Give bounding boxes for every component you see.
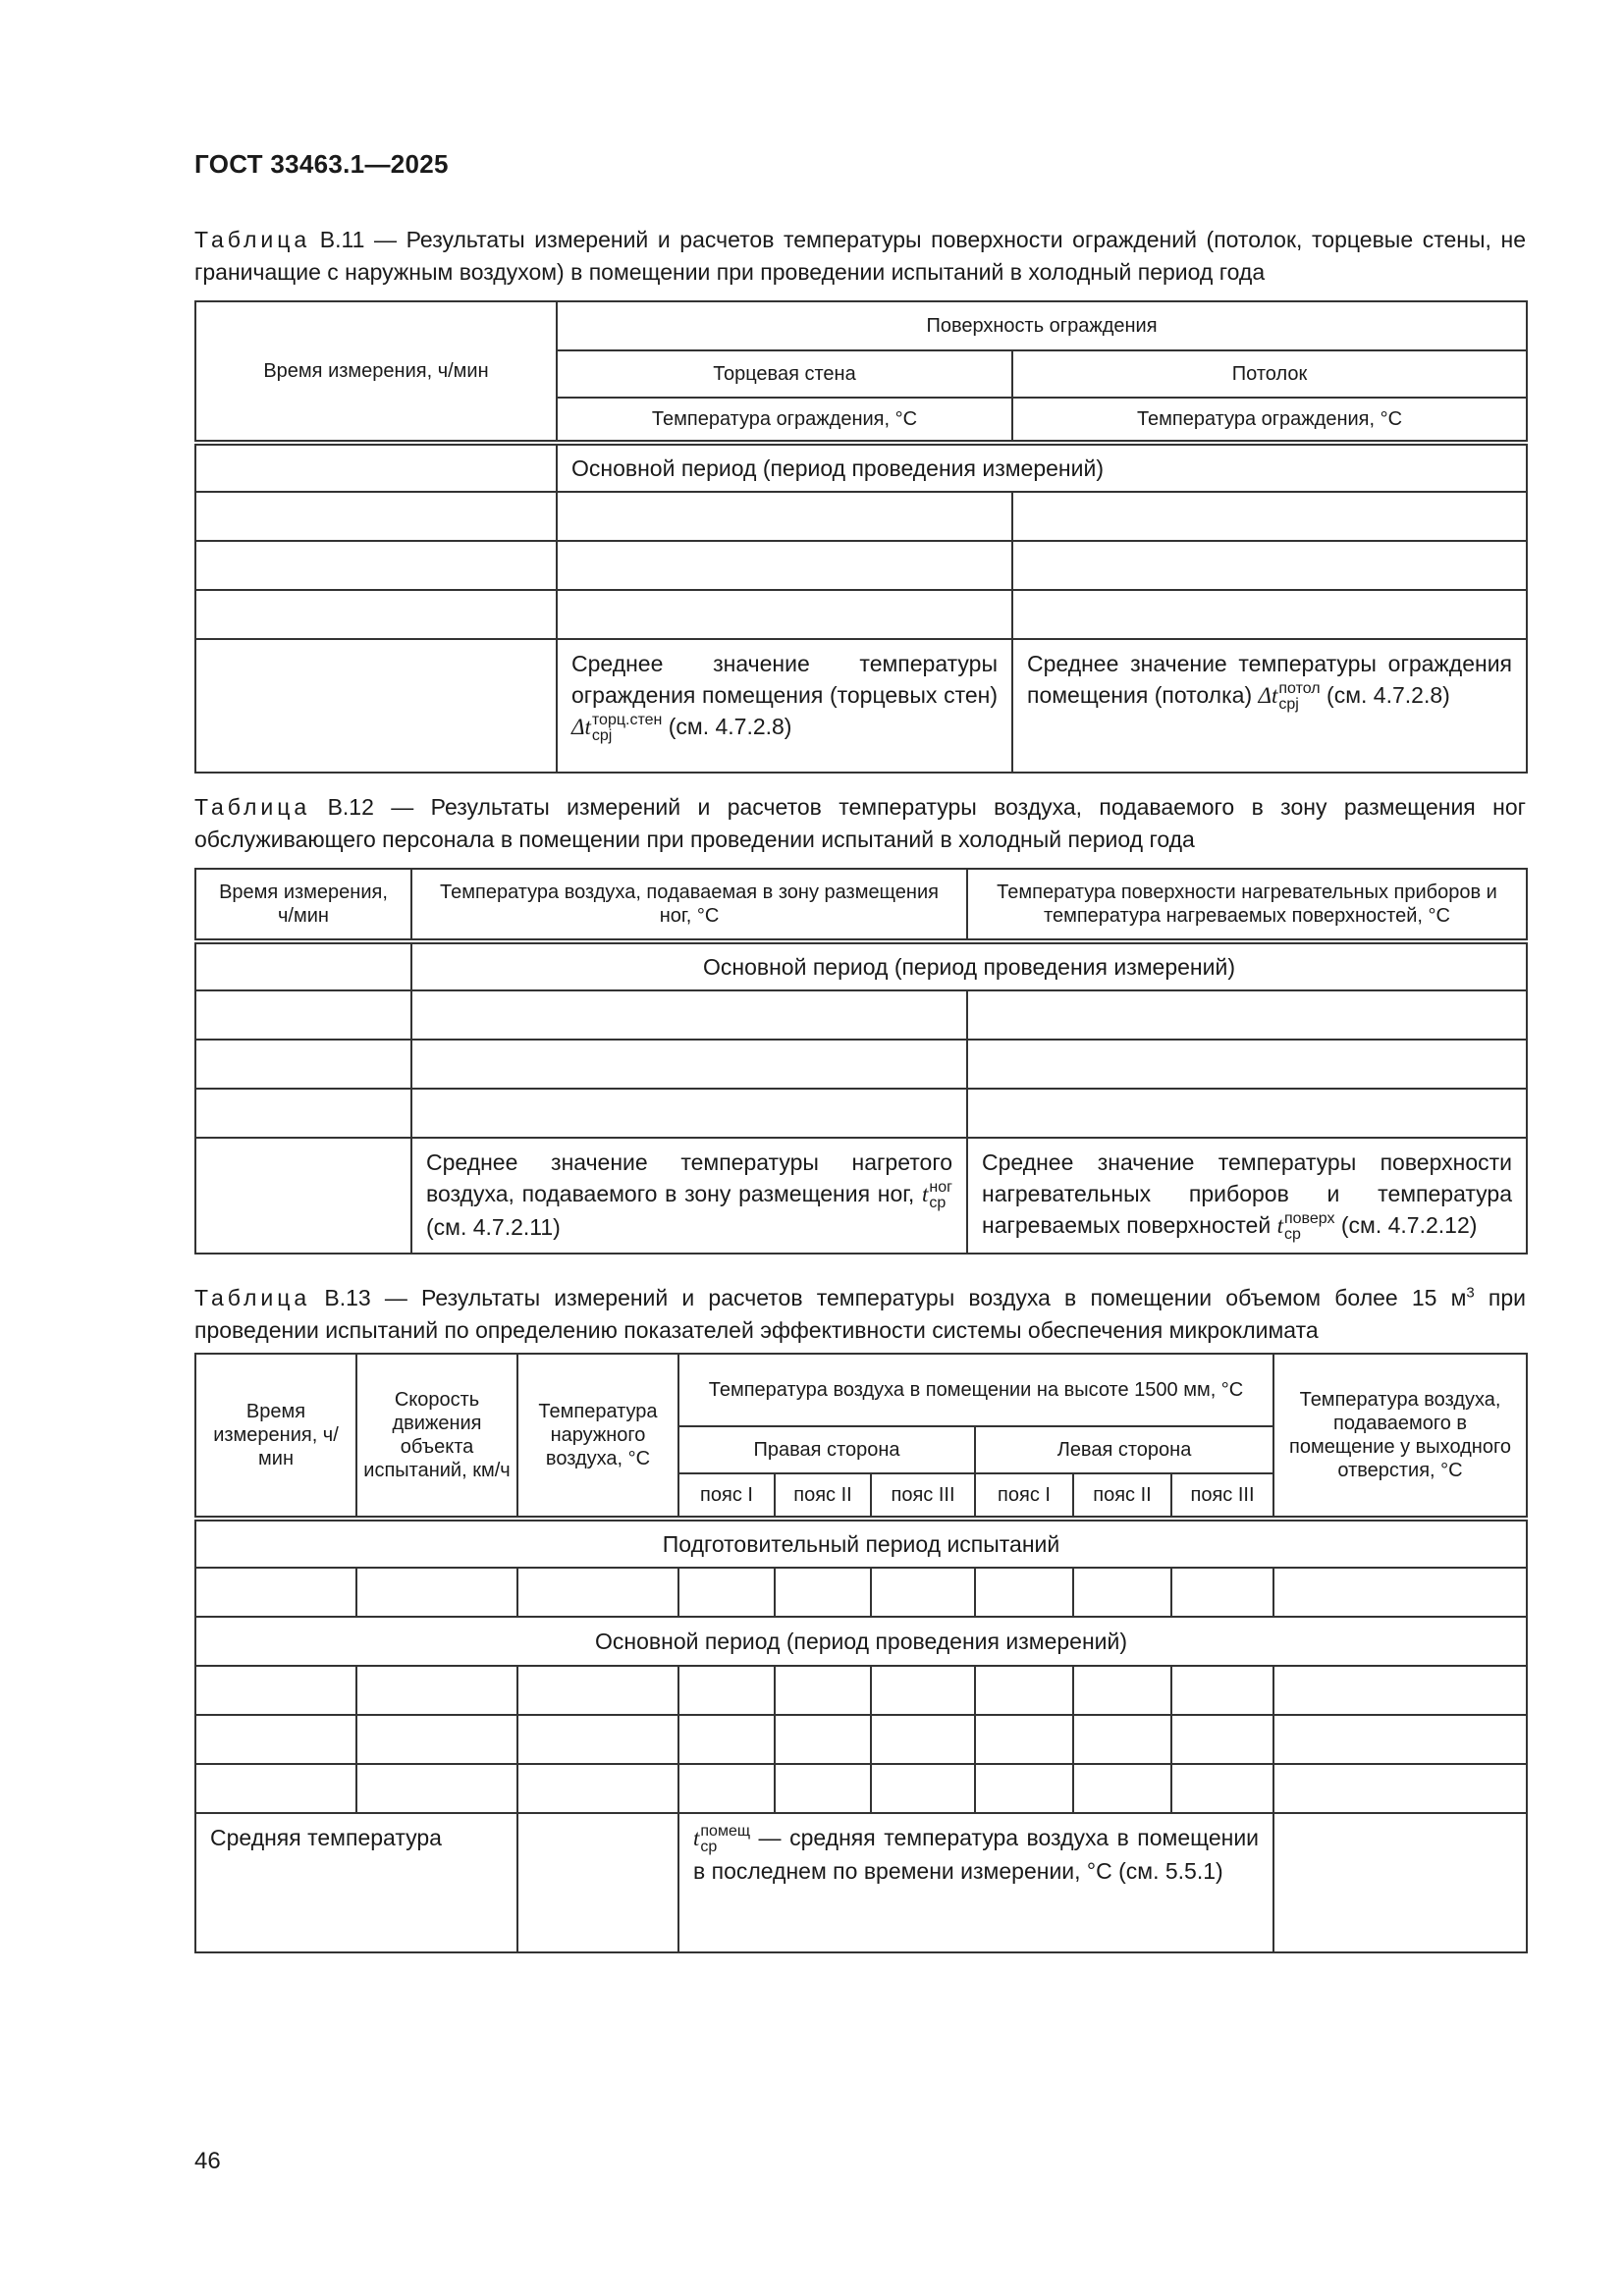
- table-cell: [1073, 1666, 1171, 1715]
- b13-col-time-header: Время измерения, ч/мин: [195, 1354, 356, 1519]
- table-b11-caption: [194, 224, 1526, 289]
- table-b13: [194, 1353, 1528, 1953]
- table-cell: [975, 1568, 1073, 1617]
- table-cell: [1273, 1764, 1527, 1813]
- table-cell: [775, 1715, 871, 1764]
- b12-note-air: [411, 1138, 967, 1254]
- subscript: cpj: [1278, 695, 1299, 713]
- b11-surface-header: Поверхность ограждения: [557, 301, 1527, 350]
- table-b11-caption-text: В.11 — Результаты измерений и расчетов температуры поверхности ограждений (потолок, торцевые стены, не граничащие с наружным воздухом) в помещении при проведении испытаний в холодный период года: [194, 227, 1526, 285]
- standard-header: ГОСТ 33463.1—2025: [194, 149, 449, 179]
- superscript: помещ: [700, 1822, 751, 1840]
- b13-main-period-row: Основной период (период проведения измерений): [195, 1617, 1527, 1666]
- table-cell: [411, 990, 967, 1040]
- table-cell: [975, 1715, 1073, 1764]
- b12-main-period-row: Основной период (период проведения измерений): [411, 941, 1527, 990]
- table-b11-label: Таблица: [194, 227, 311, 252]
- b12-note-air-text: Среднее значение температуры нагретого воздуха, подаваемого в зону размещения ног,: [426, 1149, 952, 1206]
- b12-note-air-ref: (см. 4.7.2.11): [426, 1213, 561, 1240]
- table-cell: [356, 1715, 517, 1764]
- b13-belt-header: пояс III: [871, 1473, 975, 1519]
- table-b13-caption-pre: В.13 — Результаты измерений и расчетов температуры воздуха в помещении объемом более 15 м: [324, 1285, 1467, 1310]
- table-cell: [871, 1666, 975, 1715]
- table-b12-label: Таблица: [194, 794, 311, 820]
- b11-end-wall-header: Торцевая стена: [557, 350, 1012, 398]
- table-cell: [517, 1764, 678, 1813]
- table-cell: [356, 1666, 517, 1715]
- table-cell: [195, 1568, 356, 1617]
- b12-note-surface: [967, 1138, 1527, 1254]
- delta-t-symbol: Δt: [1258, 683, 1278, 708]
- table-cell: [195, 941, 411, 990]
- b13-left-side-header: Левая сторона: [975, 1426, 1273, 1473]
- table-cell: [1012, 492, 1527, 541]
- b13-avg-temp-label: Средняя температура: [195, 1813, 517, 1952]
- table-cell: [557, 541, 1012, 590]
- table-b11: [194, 300, 1528, 774]
- table-cell: [195, 639, 557, 773]
- b11-note-end-wall-text: Среднее значение температуры ограждения помещения (торцевых стен): [571, 651, 998, 708]
- table-cell: [678, 1568, 775, 1617]
- table-cell: [517, 1568, 678, 1617]
- b11-col-time-header: Время измерения, ч/мин: [195, 301, 557, 443]
- b11-main-period-row: Основной период (период проведения измерений): [557, 443, 1527, 492]
- b13-belt-header: пояс I: [678, 1473, 775, 1519]
- table-cell: [195, 1764, 356, 1813]
- b11-temp-ceiling-header: Температура ограждения, °С: [1012, 398, 1527, 443]
- table-cell: [356, 1764, 517, 1813]
- b11-temp-wall-header: Температура ограждения, °С: [557, 398, 1012, 443]
- t-symbol: t: [693, 1826, 700, 1850]
- b11-note-ceiling: [1012, 639, 1527, 773]
- table-cell: [1012, 590, 1527, 639]
- subscript: cpj: [591, 726, 613, 744]
- table-b13-label: Таблица: [194, 1285, 311, 1310]
- b13-right-side-header: Правая сторона: [678, 1426, 975, 1473]
- table-b12-caption: [194, 791, 1526, 856]
- table-cell: [411, 1089, 967, 1138]
- b13-col-supply-temp-header: Температура воздуха, подаваемого в помещение у выходного отверстия, °С: [1273, 1354, 1527, 1519]
- table-cell: [517, 1813, 678, 1952]
- b12-note-surface-text: Среднее значение температуры поверхности нагревательных приборов и температура нагреваемых поверхностей: [982, 1149, 1512, 1238]
- b13-col-outside-temp-header: Температура наружного воздуха, °С: [517, 1354, 678, 1519]
- b11-note-end-wall: [557, 639, 1012, 773]
- table-cell: [1273, 1568, 1527, 1617]
- b12-col-air-header: Температура воздуха, подаваемая в зону размещения ног, °С: [411, 869, 967, 941]
- page-number: 46: [194, 2148, 221, 2174]
- superscript: потол: [1278, 679, 1321, 697]
- superscript: торц.стен: [591, 711, 663, 728]
- b13-col-room-temp-header: Температура воздуха в помещении на высоте 1500 мм, °С: [678, 1354, 1273, 1426]
- table-cell: [411, 1040, 967, 1089]
- superscript: поверх: [1283, 1209, 1335, 1227]
- table-cell: [195, 1715, 356, 1764]
- table-cell: [1012, 541, 1527, 590]
- t-symbol: t: [1276, 1213, 1283, 1238]
- b13-belt-header: пояс II: [775, 1473, 871, 1519]
- table-cell: [195, 1089, 411, 1138]
- b13-note-room-text: — средняя температура воздуха в помещении в последнем по времени измерении, °С (см. 5.5.1): [693, 1825, 1260, 1884]
- table-cell: [775, 1568, 871, 1617]
- table-cell: [1171, 1568, 1273, 1617]
- table-cell: [967, 990, 1527, 1040]
- table-cell: [871, 1715, 975, 1764]
- table-cell: [356, 1568, 517, 1617]
- table-cell: [195, 1138, 411, 1254]
- table-cell: [195, 590, 557, 639]
- b13-belt-header: пояс III: [1171, 1473, 1273, 1519]
- table-cell: [678, 1715, 775, 1764]
- subscript: ср: [929, 1194, 947, 1211]
- superscript: 3: [1466, 1284, 1475, 1302]
- table-cell: [678, 1764, 775, 1813]
- table-cell: [1273, 1666, 1527, 1715]
- table-cell: [195, 443, 557, 492]
- t-symbol: t: [922, 1182, 929, 1206]
- table-cell: [195, 541, 557, 590]
- table-cell: [517, 1715, 678, 1764]
- table-cell: [775, 1764, 871, 1813]
- table-cell: [1073, 1568, 1171, 1617]
- superscript: ног: [929, 1178, 952, 1196]
- b11-ceiling-header: Потолок: [1012, 350, 1527, 398]
- b12-col-surface-header: Температура поверхности нагревательных приборов и температура нагреваемых поверхностей, °С: [967, 869, 1527, 941]
- b12-note-surface-ref: (см. 4.7.2.12): [1340, 1212, 1478, 1238]
- table-cell: [1171, 1715, 1273, 1764]
- table-cell: [1073, 1715, 1171, 1764]
- table-cell: [195, 492, 557, 541]
- b13-note-room: [678, 1813, 1273, 1952]
- table-b12: [194, 868, 1528, 1255]
- table-cell: [557, 590, 1012, 639]
- table-cell: [967, 1089, 1527, 1138]
- table-cell: [1171, 1666, 1273, 1715]
- table-cell: [1273, 1813, 1527, 1952]
- table-cell: [195, 1040, 411, 1089]
- subscript: ср: [1283, 1225, 1301, 1243]
- b11-note-ceiling-text: Среднее значение температуры ограждения помещения (потолка): [1027, 651, 1513, 708]
- table-cell: [1171, 1764, 1273, 1813]
- b13-col-speed-header: Скорость движения объекта испытаний, км/ч: [356, 1354, 517, 1519]
- table-b12-caption-text: В.12 — Результаты измерений и расчетов температуры воздуха, подаваемого в зону размещения ног обслуживающего персонала в помещении при проведении испытаний в холодный период года: [194, 794, 1527, 852]
- b13-belt-header: пояс I: [975, 1473, 1073, 1519]
- table-cell: [1073, 1764, 1171, 1813]
- table-cell: [967, 1040, 1527, 1089]
- table-b13-caption: [194, 1282, 1526, 1347]
- table-cell: [195, 1666, 356, 1715]
- table-cell: [195, 990, 411, 1040]
- b11-note-ceiling-ref: (см. 4.7.2.8): [1326, 682, 1450, 708]
- table-cell: [557, 492, 1012, 541]
- subscript: ср: [700, 1838, 718, 1855]
- table-cell: [517, 1666, 678, 1715]
- table-cell: [775, 1666, 871, 1715]
- b11-note-end-wall-ref: (см. 4.7.2.8): [668, 714, 792, 739]
- table-b13-caption-post: при проведении испытаний по определению показателей эффективности системы обеспечения микроклимата: [194, 1285, 1527, 1343]
- table-cell: [871, 1764, 975, 1813]
- table-cell: [1273, 1715, 1527, 1764]
- table-cell: [975, 1666, 1073, 1715]
- table-cell: [871, 1568, 975, 1617]
- b13-prep-period-row: Подготовительный период испытаний: [195, 1519, 1527, 1568]
- delta-t-symbol: Δt: [571, 715, 591, 739]
- b12-col-time-header: Время измерения, ч/мин: [195, 869, 411, 941]
- b13-belt-header: пояс II: [1073, 1473, 1171, 1519]
- table-cell: [975, 1764, 1073, 1813]
- table-cell: [678, 1666, 775, 1715]
